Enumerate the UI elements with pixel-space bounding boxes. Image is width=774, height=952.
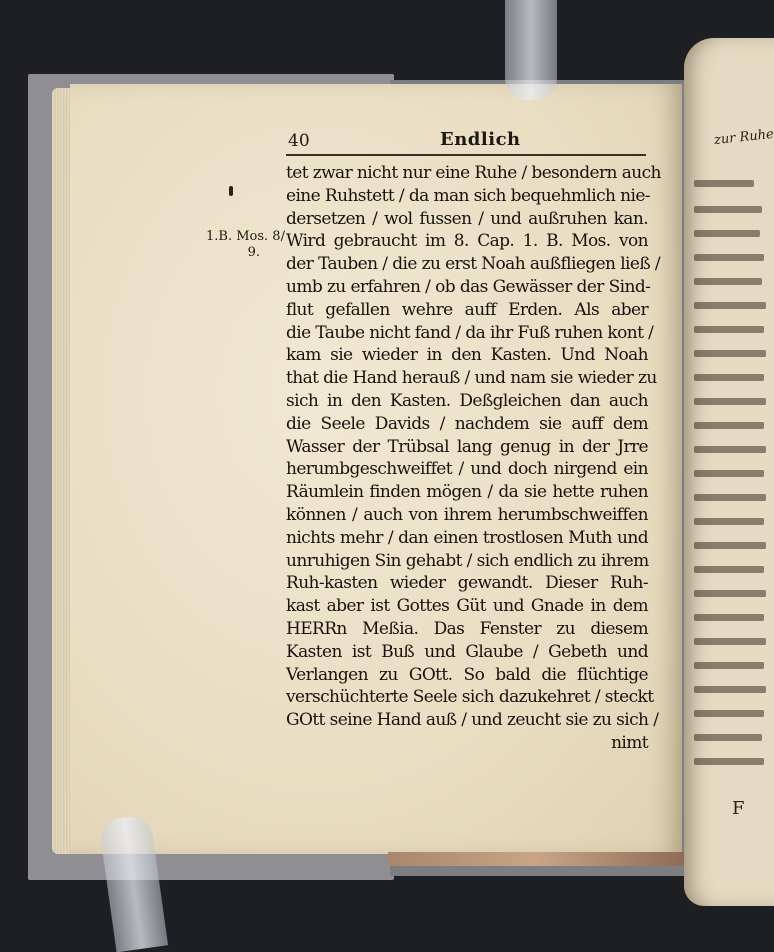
text-line: tet zwar nicht nur eine Ruhe / besondern auch <box>286 163 661 183</box>
facing-text-line <box>694 518 764 525</box>
facing-text-line <box>694 470 764 477</box>
text-line: Wasser der Trübsal lang genug in der Jrre <box>286 436 648 457</box>
text-line: nichts mehr / dan einen trostlosen Muth und <box>286 527 648 548</box>
facing-text-line <box>694 662 764 669</box>
text-line: Kasten ist Buß und Glaube / Gebeth und <box>286 641 648 662</box>
facing-text-line <box>694 350 766 357</box>
facing-text-line <box>694 254 764 261</box>
facing-text-line <box>694 758 764 765</box>
facing-running-head: zur Ruhe <box>713 126 774 149</box>
facing-text-line <box>694 326 764 333</box>
facing-text-line <box>694 638 766 645</box>
facing-text-line <box>694 566 764 573</box>
marginal-reference-line-1: 1.B. Mos. 8/ <box>206 229 285 244</box>
text-line: herumbgeschweiffet / und doch nirgend ein <box>286 459 648 480</box>
facing-text-line <box>694 542 766 549</box>
text-line: that die Hand herauß / und nam sie wieder zu <box>286 368 657 389</box>
text-line: Wird gebraucht im 8. Cap. 1. B. Mos. von <box>286 231 648 252</box>
facing-text-line <box>694 446 766 453</box>
catchword: nimt <box>611 732 648 753</box>
catchword-heading: Endlich <box>440 129 521 150</box>
text-line: sich in den Kasten. Deßgleichen dan auch <box>286 390 648 411</box>
body-text <box>286 162 661 755</box>
text-line: verschüchterte Seele sich dazukehret / steckt <box>286 687 654 708</box>
text-line: Verlangen zu GOtt. So bald die flüchtige <box>286 664 648 685</box>
facing-signature-mark: F <box>732 798 745 819</box>
facing-text-line <box>694 374 764 381</box>
facing-text-line <box>694 614 764 621</box>
book-spine-gutter <box>388 852 686 866</box>
facing-text-line <box>694 230 760 237</box>
facing-text-line <box>694 710 764 717</box>
text-line: kast aber ist Gottes Güt und Gnade in dem <box>286 596 648 617</box>
facing-page <box>684 38 774 906</box>
facing-text-line <box>694 422 764 429</box>
text-line: kam sie wieder in den Kasten. Und Noah <box>286 345 648 366</box>
holding-strap-top <box>505 0 557 100</box>
heading-rule <box>286 154 646 156</box>
text-line: Räumlein finden mögen / da sie hette ruhen <box>286 482 648 503</box>
text-line: eine Ruhstett / da man sich bequehmlich nie- <box>286 185 650 206</box>
facing-text-line <box>694 180 754 187</box>
text-line: unruhigen Sin gehabt / sich endlich zu ihrem <box>286 550 649 571</box>
marginal-reference <box>206 229 285 261</box>
page-number: 40 <box>288 131 310 151</box>
facing-text-line <box>694 278 762 285</box>
text-line: dersetzen / wol fussen / und außruhen kan. <box>286 208 648 229</box>
facing-text-line <box>694 398 766 405</box>
marginal-reference-line-2: 9. <box>247 245 260 260</box>
text-line: Ruh-kasten wieder gewandt. Dieser Ruh- <box>286 573 648 594</box>
facing-text-line <box>694 590 766 597</box>
text-line: HERRn Meßia. Das Fenster zu diesem <box>286 618 648 639</box>
text-line: die Taube nicht fand / da ihr Fuß ruhen kont / <box>286 322 654 343</box>
facing-text-line <box>694 686 766 693</box>
facing-text-line <box>694 206 762 213</box>
text-line: flut gefallen wehre auff Erden. Als aber <box>286 299 648 320</box>
text-line: GOtt seine Hand auß / und zeucht sie zu sich / <box>286 710 659 731</box>
facing-text-line <box>694 302 766 309</box>
facing-text-line <box>694 494 766 501</box>
text-line: können / auch von ihrem herumbschweiffen <box>286 504 648 525</box>
ink-speck <box>229 186 233 196</box>
facing-text-line <box>694 734 762 741</box>
text-line: umb zu erfahren / ob das Gewässer der Sind- <box>286 276 651 297</box>
text-line: der Tauben / die zu erst Noah außfliegen ließ / <box>286 254 661 275</box>
text-line: die Seele Davids / nachdem sie auff dem <box>286 413 648 434</box>
